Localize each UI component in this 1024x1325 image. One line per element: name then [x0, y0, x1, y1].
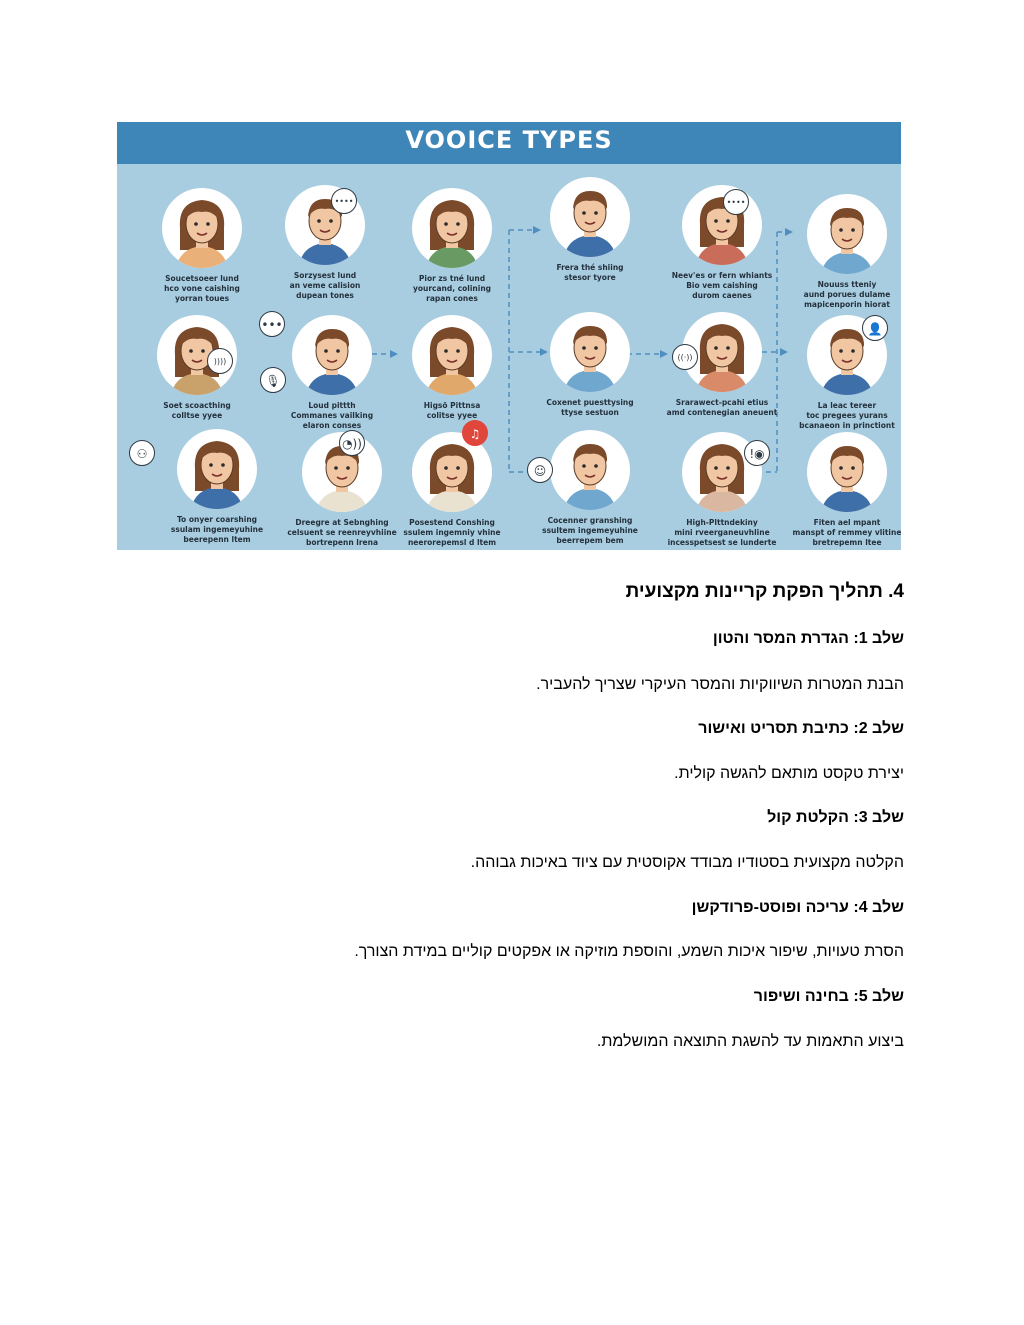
avatar: [292, 315, 372, 395]
caption-line: elaron conses: [302, 421, 362, 430]
voice-type-caption: [127, 401, 267, 421]
voice-type-caption: [382, 274, 522, 304]
voice-type-caption: [652, 518, 792, 548]
sound-waves-icon: ((·)): [672, 344, 698, 370]
caption-line: dupean tones: [296, 291, 354, 300]
caption-line: ssultem ingemeyuhine: [542, 526, 638, 535]
caption-line: stesor tyore: [564, 273, 616, 282]
voice-type-caption: [132, 274, 272, 304]
avatar: [682, 185, 762, 265]
caption-line: an veme calision: [289, 281, 361, 290]
caption-line: Commanes vailking: [290, 411, 374, 420]
caption-line: toc pregees yurans: [806, 411, 888, 420]
caption-line: Srarawect-pcahi etius: [675, 398, 769, 407]
step-4-body: הסרת טעויות, שיפור איכות השמע, והוספת מוזיקה או אפקטים קוליים במידת הצורך.: [354, 943, 904, 960]
smiley-icon: ☺: [527, 457, 553, 483]
caption-line: Loud pittth: [308, 401, 356, 410]
caption-line: amd contenegian aneuent: [666, 408, 778, 417]
voice-type-caption: [520, 263, 660, 283]
avatar: [550, 430, 630, 510]
caption-line: Bio vem caishing: [686, 281, 758, 290]
avatar: [807, 432, 887, 512]
speech-bubble-icon: ••••: [723, 189, 749, 215]
caption-line: celsuent se reenreyvhiine: [287, 528, 397, 537]
caption-line: incesspetsest se lunderte: [667, 538, 777, 547]
caption-line: Dreegre at Sebnghing: [295, 518, 389, 527]
caption-line: Coxenet puesttysing: [546, 398, 634, 407]
caption-line: Soucetsoeer lund: [165, 274, 239, 283]
caption-line: To onyer coarshing: [176, 515, 258, 524]
voice-type-caption: [147, 515, 287, 545]
caption-line: hco vone caishing: [164, 284, 240, 293]
caption-line: mapicenporin hiorat: [804, 300, 890, 309]
caption-line: beerepenn ltem: [183, 535, 251, 544]
avatar: [550, 312, 630, 392]
caption-line: aund porues dulame: [803, 290, 891, 299]
step-1-body: הבנת המטרות השיווקיות והמסר העיקרי שצריך להעביר.: [536, 676, 904, 693]
voice-types-infographic: [117, 122, 901, 550]
caption-line: ttyse sestuon: [561, 408, 619, 417]
avatar: [412, 188, 492, 268]
speech-bubble-icon: ••••: [331, 188, 357, 214]
music-note-icon: ♫: [462, 420, 488, 446]
caption-line: Neev'es or fern whiants: [671, 271, 773, 280]
caption-line: bretrepemn ltee: [812, 538, 882, 547]
caption-line: Posestend Conshing: [409, 518, 495, 527]
step-2-title: שלב 2: כתיבת תסריט ואישור: [698, 720, 904, 737]
caption-line: Sorzysest lund: [293, 271, 357, 280]
voice-type-caption: [262, 401, 402, 431]
step-5-title: שלב 5: בחינה ושיפור: [753, 988, 904, 1005]
caption-line: colitse yyee: [426, 411, 478, 420]
avatar: [550, 177, 630, 257]
voice-type-caption: [255, 271, 395, 301]
caption-line: beerrepem bem: [556, 536, 624, 545]
person-icon: 👤: [862, 315, 888, 341]
voice-type-caption: [382, 401, 522, 421]
infographic-title: VOOICE TYPES: [405, 126, 613, 154]
avatar: [177, 429, 257, 509]
voice-type-caption: [777, 518, 901, 548]
caption-line: colltse yyee: [171, 411, 223, 420]
microphone-icon: 🎙: [260, 367, 286, 393]
caption-line: La leac tereer: [817, 401, 877, 410]
caption-line: yourcand, colining: [412, 284, 492, 293]
avatar: [807, 194, 887, 274]
caption-line: Higsö Pittnsa: [423, 401, 481, 410]
voice-type-caption: [520, 398, 660, 418]
caption-line: rapan cones: [426, 294, 478, 303]
caption-line: Cocenner granshing: [547, 516, 633, 525]
voice-type-caption: [520, 516, 660, 546]
caption-line: ssulem ingemniy vhine: [403, 528, 501, 537]
step-2-body: יצירת טקסט מותאם להגשה קולית.: [674, 765, 904, 782]
caption-line: Nouuss tteniy: [817, 280, 877, 289]
caption-line: bcanaeon in princtiont: [799, 421, 895, 430]
network-icon: ⚇: [129, 440, 155, 466]
caption-line: Fiten ael mpant: [813, 518, 881, 527]
step-5-body: ביצוע התאמות עד להשגת התוצאה המושלמת.: [596, 1033, 904, 1050]
speech-bubble-icon: •••: [259, 311, 285, 337]
step-4-title: שלב 4: עריכה ופוסט-פרודקשן: [691, 899, 904, 916]
caption-line: bortrepenn lrena: [305, 538, 379, 547]
caption-line: Pior zs tné lund: [418, 274, 486, 283]
sound-icon: ◔)): [339, 430, 365, 456]
avatar: [162, 188, 242, 268]
voice-type-caption: [652, 271, 792, 301]
step-3-body: הקלטה מקצועית בסטודיו מבודד אקוסטית עם ציוד באיכות גבוהה.: [470, 854, 904, 871]
section-heading: 4. תהליך הפקת קריינות מקצועית: [625, 581, 904, 602]
caption-line: neerorepemsl d ltem: [407, 538, 497, 547]
sound-waves-icon: )))): [207, 348, 233, 374]
avatar: [412, 315, 492, 395]
caption-line: yorran toues: [174, 294, 230, 303]
alert-icon: !◉: [744, 440, 770, 466]
caption-line: manspt of remmey vlitine: [792, 528, 901, 537]
caption-line: Soet scoacthing: [163, 401, 231, 410]
step-3-title: שלב 3: הקלטת קול: [767, 809, 904, 826]
caption-line: ssulam ingemeyuhine: [170, 525, 264, 534]
caption-line: Frera thé shiing: [556, 263, 624, 272]
voice-type-caption: [382, 518, 522, 548]
caption-line: mini rveerganeuvhline: [674, 528, 770, 537]
step-1-title: שלב 1: הגדרת המסר והטון: [712, 630, 904, 647]
voice-type-caption: [777, 280, 901, 310]
voice-type-caption: [652, 398, 792, 418]
voice-type-caption: [777, 401, 901, 431]
caption-line: durom caenes: [692, 291, 752, 300]
caption-line: High-Plttndekiny: [686, 518, 758, 527]
